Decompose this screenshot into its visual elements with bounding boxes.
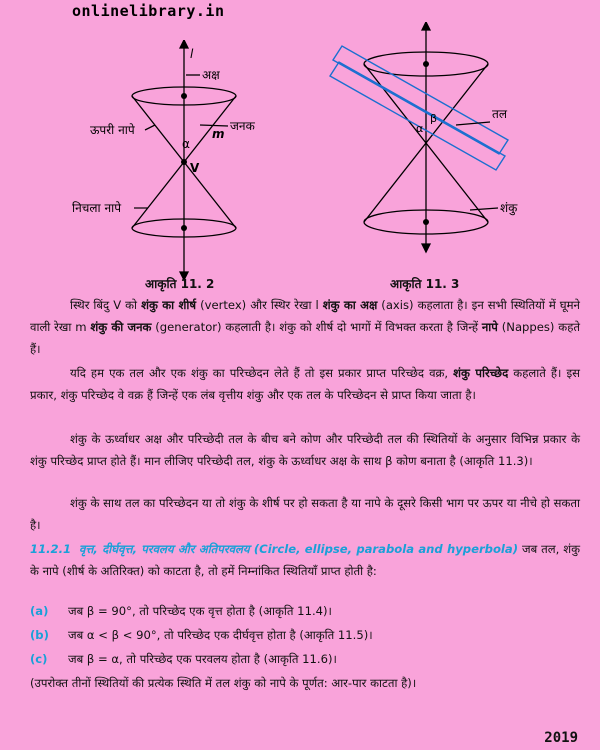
section-11-2-1: 11.2.1 वृत्त, दीर्घवृत्त, परवलय और अतिपरवलय (Circle, ellipse, parabola and hyperbola) जब तल, शंकु के नापे (शीर्ष के अतिरिक्त) को काटता है, तो हमें निम्नांकित स्थितियाँ प्राप्त होती है: [30,542,580,578]
paragraph-4: शंकु के साथ तल का परिच्छेदन या तो शंकु के शीर्ष पर हो सकता है या नापे के दूसरे किसी भाग पर ऊपर या नीचे हो सकता है। [30,496,580,532]
list-item-c: (c) जब β = α, तो परिच्छेद एक परवलय होता है (आकृति 11.6)। [30,652,337,666]
label-alpha-2: α [416,122,424,135]
list-item-b: (b) जब α < β < 90°, तो परिच्छेद एक दीर्घवृत्त होता है (आकृति 11.5)। [30,628,373,642]
caption-fig-11-2: आकृति 11. 2 [145,277,215,291]
label-beta: β [430,112,438,125]
label-plane: तल [492,107,507,121]
label-l: l [190,47,194,61]
paragraph-1: स्थिर बिंदु V को शंकु का शीर्ष (vertex) और स्थिर रेखा l शंकु का अक्ष (axis) कहलाता है। इन सभी स्थितियों में घूमने वाली रेखा m शंकु की जनक (generator) कहलाती है। शंकु को शीर्ष दो भागों में विभक्त करता है जिन्हें नापे (Nappes) कहते हैं। [30,298,580,356]
list-item-a: (a) जब β = 90°, तो परिच्छेद एक वृत्त होता है (आकृति 11.4)। [30,604,332,618]
site-header: onlinelibrary.in [72,2,225,20]
caption-fig-11-3: आकृति 11. 3 [390,277,460,291]
label-m: m [212,127,225,141]
label-lower-nappe: निचला नापे [72,201,122,215]
note: (उपरोक्त तीनों स्थितियों की प्रत्येक स्थिति में तल शंकु को नापे के पूर्णत: आर-पार काटता है)। [30,676,417,690]
label-upper-nappe: ऊपरी नापे [90,123,135,137]
label-vertex: V [190,161,200,175]
label-alpha: α [182,137,190,151]
label-cone: शंकु [500,201,518,215]
figure-11-3 [0,22,600,292]
paragraph-2: यदि हम एक तल और एक शंकु का परिच्छेदन लेते हैं तो इस प्रकार प्राप्त परिच्छेद वक्र, शंकु परिच्छेद कहलाते हैं। इस प्रकार, शंकु परिच्छेद वे वक्र हैं जिन्हें एक लंब वृत्तीय शंकु और एक तल के परिच्छेदन से प्राप्त किया जाता है। [30,366,580,402]
label-generator: जनक [230,119,255,133]
footer-year: 2019 [544,730,578,746]
paragraph-3: शंकु के ऊर्ध्वाधर अक्ष और परिच्छेदी तल के बीच बने कोण और परिच्छेदी तल की स्थितियों के अनुसार विभिन्न प्रकार के शंकु परिच्छेद प्राप्त होते हैं। मान लीजिए परिच्छेदी तल, शंकु के ऊर्ध्वाधर अक्ष के साथ β कोण बनाता है (आकृति 11.3)। [30,432,580,468]
label-axis: अक्ष [202,68,220,82]
